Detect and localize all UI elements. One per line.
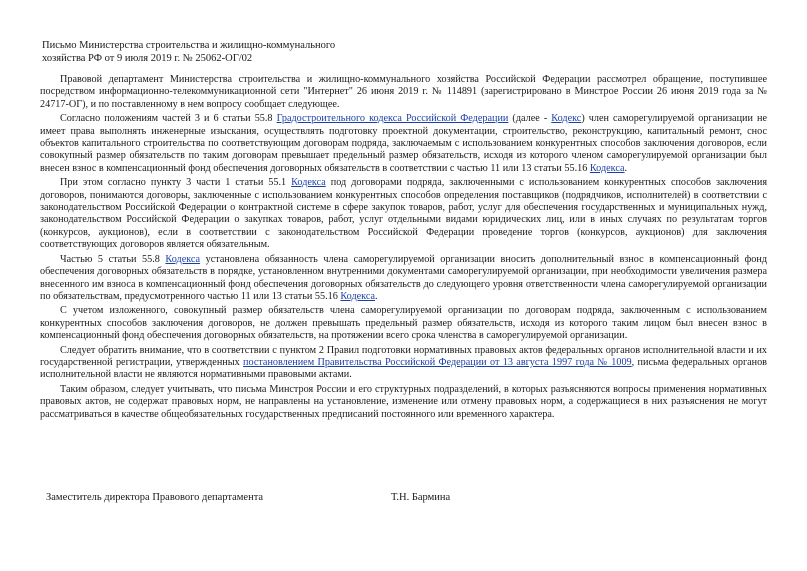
paragraph-3: При этом согласно пункту 3 части 1 статьи 55.1 Кодекса под договорами подряда, заключенными с использованием конкурентных способов заключения договоров, понимаются договоры, заключенные с использованием конкурентных способов определения поставщиков (подрядчиков, исполнителей) в соответствии с законодательством Российской Федерации о контрактной системе в сфере закупок товаров, работ, услуг для обеспечения государственных и муниципальных нужд, законодательством Российской Федерации о закупках товаров, работ, услуг отдельными видами юридических лиц, или в иных случаях по результатам торгов (конкурсов, аукционов), если в соответствии с законодательством Российской Федерации проведение торгов (конкурсов, аукционов) для заключения соответствующих договоров является обязательным. bbox=[40, 177, 768, 251]
title-line-2: хозяйства РФ от 9 июля 2019 г. № 25062-ОГ/02 bbox=[42, 53, 253, 64]
paragraph-2: Согласно положениям частей 3 и 6 статьи 55.8 Градостроительного кодекса Российской Федерации (далее - Кодекс) член саморегулируемой организации не имеет права выполнять инженерные изыскания, осуществлять подготовку проектной документации, строительство, реконструкцию, капитальный ремонт, снос объектов капитального строительства по соответствующим договорам подряда, заключаемым с использованием конкурентных способов заключения договоров, если совокупный размер обязательств по таким договорам превышает предельный размер обязательств, исходя из которого членом саморегулируемой организации был внесен взнос в компенсационный фонд обеспечения договорных обязательств в соответствии с частью 11 или 13 статьи 55.16 Кодекса. bbox=[40, 113, 767, 174]
link-code[interactable]: Кодекса bbox=[589, 162, 625, 174]
link-code[interactable]: Кодекс bbox=[551, 113, 582, 125]
link-code[interactable]: Кодекса bbox=[340, 290, 376, 302]
signature-name: Т.Н. Бармина bbox=[391, 492, 451, 503]
title-line-1: Письмо Министерства строительства и жилищно-коммунального bbox=[42, 40, 336, 51]
link-code[interactable]: Кодекса bbox=[291, 177, 326, 189]
paragraph-7: Таким образом, следует учитывать, что письма Минстроя России и его структурных подразделений, в которых разъясняются вопросы применения нормативных правовых актов, не содержат правовых норм, не направлены на установление, изменение или отмену правовых норм, а содержащиеся в них разъяснения не могут рассматриваться в качестве общеобязательных государственных предписаний постоянного или временного характера. bbox=[40, 383, 767, 420]
signature-position: Заместитель директора Правового департамента bbox=[46, 492, 264, 503]
paragraph-1: Правовой департамент Министерства строительства и жилищно-коммунального хозяйства Российской Федерации рассмотрел обращение, поступившее посредством информационно-телекоммуникационной сети "Интернет" 26 июня 2019 г. № 114891 (зарегистрировано в Минстрое России 26 июня 2019 года за № 24717-ОГ), и по поставленному в нем вопросу сообщает следующее. bbox=[40, 74, 767, 110]
document-title bbox=[42, 39, 442, 65]
paragraph-6: Следует обратить внимание, что в соответствии с пунктом 2 Правил подготовки нормативных правовых актов федеральных органов исполнительной власти и их государственной регистрации, утвержденных постановлением Правительства Российской Федерации от 13 августа 1997 года № 1009, письма федеральных органов исполнительной власти не являются нормативными правовыми актами. bbox=[40, 344, 767, 381]
paragraph-4: Частью 5 статьи 55.8 Кодекса установлена обязанность члена саморегулируемой организации вносить дополнительный взнос в компенсационный фонд обеспечения договорных обязательств в порядке, установленном внутренними документами саморегулируемой организации, при необходимости увеличения размера внесенного им взноса в компенсационный фонд обеспечения договорных обязательств до следующего уровня ответственности члена саморегулируемой организации по обязательствам, предусмотренного частью 11 или 13 статьи 55.16 Кодекса. bbox=[40, 253, 768, 302]
paragraph-5: С учетом изложенного, совокупный размер обязательств члена саморегулируемой организации по договорам подряда, заключенным с использованием конкурентных способов заключения договоров, не должен превышать предельный размер обязательств, исходя из которого таким лицом был внесен взнос в компенсационный фонд обеспечения договорных обязательств, на протяжении всего срока членства в саморегулируемой организации. bbox=[40, 305, 767, 342]
link-government-decree[interactable]: постановлением Правительства Российской Федерации от 13 августа 1997 года № 1009 bbox=[243, 356, 632, 368]
document-body bbox=[40, 74, 767, 423]
link-town-planning-code[interactable]: Градостроительного кодекса Российской Федерации bbox=[276, 113, 509, 125]
link-code[interactable]: Кодекса bbox=[165, 253, 201, 265]
